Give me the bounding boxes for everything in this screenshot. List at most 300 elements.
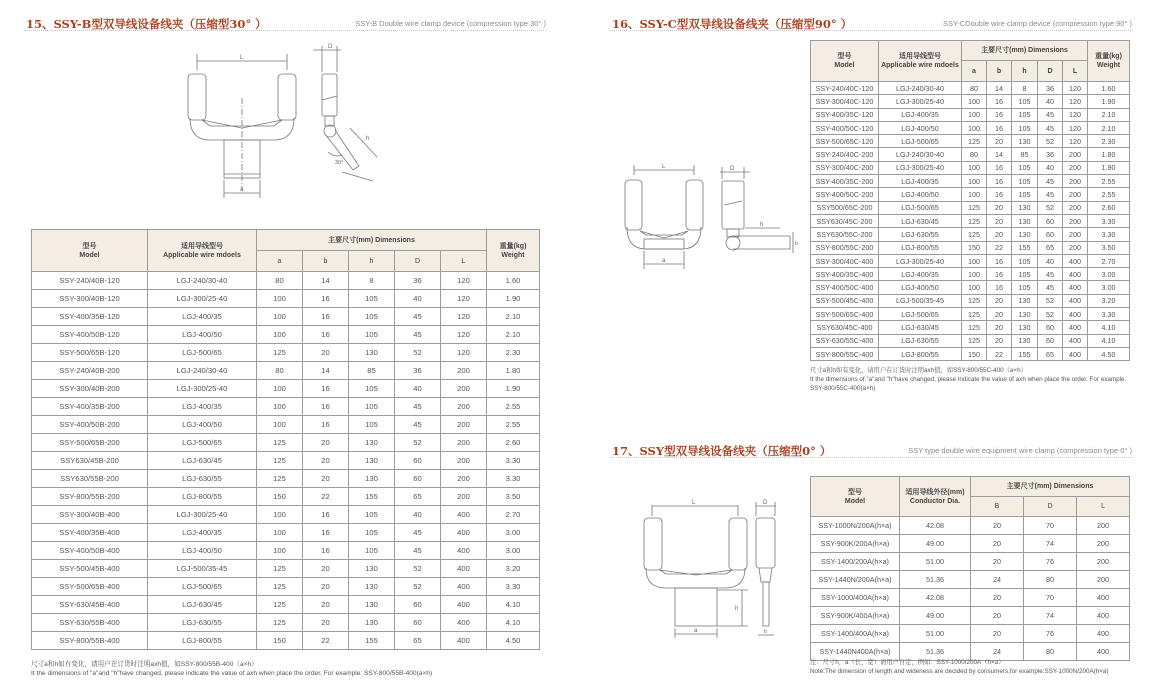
h-cell: 105	[1012, 108, 1038, 121]
a-cell: 100	[962, 121, 987, 134]
col-header-d: D	[1038, 61, 1063, 82]
conductor-dia-cell: 49.00	[900, 607, 971, 625]
h-cell: 130	[1012, 334, 1038, 347]
a-cell: 100	[257, 524, 303, 542]
d-cell: 60	[1038, 228, 1063, 241]
l-cell: 400	[441, 578, 487, 596]
model-cell: SSY-900K/200A(h×a)	[811, 535, 900, 553]
l-cell: 400	[441, 596, 487, 614]
section-15-note-cn: 尺寸a和h如有变化，请用户在订货时注明axh值，如SSY-800/55B-400（a×h）	[31, 661, 258, 668]
dim-label-d: D	[730, 166, 735, 172]
d-cell: 74	[1024, 535, 1077, 553]
a-cell: 100	[257, 290, 303, 308]
b-cell: 16	[303, 524, 349, 542]
b-cell: 22	[303, 488, 349, 506]
a-cell: 100	[257, 380, 303, 398]
wire-model-cell: LGJ-800/55	[148, 632, 257, 650]
b-cell: 20	[971, 553, 1024, 571]
l-cell: 200	[441, 434, 487, 452]
b-cell: 16	[987, 175, 1012, 188]
col-header-d: D	[1024, 497, 1077, 517]
l-cell: 200	[441, 488, 487, 506]
d-cell: 52	[1038, 135, 1063, 148]
b-cell: 20	[987, 201, 1012, 214]
d-cell: 36	[1038, 82, 1063, 95]
b-cell: 16	[987, 161, 1012, 174]
clamp-90deg-drawing	[610, 155, 800, 275]
col-header-model: 型号 Model	[811, 41, 879, 82]
l-cell: 120	[441, 326, 487, 344]
weight-cell: 3.00	[1088, 268, 1130, 281]
b-cell: 22	[303, 632, 349, 650]
l-cell: 400	[1063, 268, 1088, 281]
model-cell: SSY-400/35B-200	[32, 398, 148, 416]
wire-model-cell: LGJ-500/65	[148, 434, 257, 452]
clamp-0deg-drawing	[630, 490, 800, 640]
wire-model-cell: LGJ-400/50	[879, 188, 962, 201]
weight-cell: 4.50	[1088, 347, 1130, 360]
b-cell: 20	[971, 535, 1024, 553]
weight-cell: 1.90	[1088, 95, 1130, 108]
table-row	[811, 82, 1130, 95]
a-cell: 125	[257, 470, 303, 488]
b-cell: 24	[971, 643, 1024, 661]
d-cell: 76	[1024, 625, 1077, 643]
b-cell: 20	[303, 452, 349, 470]
section-16-note-cn: 尺寸a和h如有变化，请用户在订货时注明axh值，如SSY-800/55C-400（a×h）	[810, 367, 1027, 374]
table-row	[811, 108, 1130, 121]
model-cell: SSY-500/45C-400	[811, 294, 879, 307]
h-cell: 105	[1012, 268, 1038, 281]
b-cell: 20	[303, 596, 349, 614]
model-cell: SSY-1400/400A(h×a)	[811, 625, 900, 643]
l-cell: 400	[1063, 347, 1088, 360]
table-row	[811, 188, 1130, 201]
table-row	[811, 347, 1130, 360]
h-cell: 130	[1012, 135, 1038, 148]
a-cell: 100	[257, 308, 303, 326]
section-16-note	[810, 366, 1130, 393]
model-cell: SSY-900K/400A(h×a)	[811, 607, 900, 625]
section-17-diagram	[630, 490, 800, 640]
section-15-divider	[24, 30, 546, 31]
l-cell: 400	[1077, 625, 1130, 643]
h-cell: 130	[1012, 321, 1038, 334]
conductor-dia-cell: 51.00	[900, 625, 971, 643]
a-cell: 100	[257, 398, 303, 416]
h-cell: 105	[349, 416, 395, 434]
b-cell: 16	[303, 290, 349, 308]
section-17-table	[810, 476, 1130, 661]
l-cell: 400	[1063, 308, 1088, 321]
b-cell: 20	[971, 589, 1024, 607]
table-row	[32, 596, 540, 614]
wire-model-cell: LGJ-630/45	[148, 452, 257, 470]
l-cell: 120	[1063, 108, 1088, 121]
weight-cell: 2.10	[1088, 121, 1130, 134]
l-cell: 120	[441, 290, 487, 308]
conductor-dia-cell: 42.08	[900, 589, 971, 607]
d-cell: 60	[1038, 321, 1063, 334]
model-cell: SSY-400/35C-120	[811, 108, 879, 121]
h-cell: 8	[1012, 82, 1038, 95]
h-cell: 105	[349, 308, 395, 326]
d-cell: 60	[1038, 334, 1063, 347]
wire-model-cell: LGJ-630/45	[879, 214, 962, 227]
h-cell: 130	[349, 560, 395, 578]
table-row	[811, 228, 1130, 241]
l-cell: 200	[1063, 188, 1088, 201]
l-cell: 200	[441, 362, 487, 380]
weight-cell: 2.30	[487, 344, 540, 362]
table-row	[811, 308, 1130, 321]
model-cell: SSY-500/65C-400	[811, 308, 879, 321]
b-cell: 20	[303, 434, 349, 452]
d-cell: 45	[1038, 188, 1063, 201]
h-cell: 155	[349, 488, 395, 506]
l-cell: 200	[1063, 148, 1088, 161]
l-cell: 200	[1077, 571, 1130, 589]
a-cell: 100	[962, 95, 987, 108]
weight-cell: 1.90	[487, 380, 540, 398]
weight-cell: 3.30	[487, 470, 540, 488]
table-row	[32, 272, 540, 290]
dim-label-l: L	[662, 164, 666, 170]
wire-model-cell: LGJ-800/55	[879, 241, 962, 254]
section-15-note-en: It the dimensions of "a"and "h"have changed, please indicate the value of axh when place the order. For example: SSY-800/55B-400(a×h)	[31, 670, 433, 677]
dim-label-b: b	[795, 241, 798, 247]
wire-model-cell: LGJ-400/35	[879, 108, 962, 121]
weight-cell: 1.80	[487, 362, 540, 380]
h-cell: 85	[1012, 148, 1038, 161]
col-header-b: b	[303, 251, 349, 272]
d-cell: 52	[1038, 294, 1063, 307]
d-cell: 70	[1024, 517, 1077, 535]
model-cell: SSY-800/55B-200	[32, 488, 148, 506]
l-cell: 200	[441, 398, 487, 416]
a-cell: 80	[257, 272, 303, 290]
dim-label-h: h	[760, 222, 764, 228]
model-cell: SSY-300/40B-120	[32, 290, 148, 308]
conductor-dia-cell: 51.00	[900, 553, 971, 571]
a-cell: 150	[962, 347, 987, 360]
section-16-table	[810, 40, 1130, 361]
b-cell: 16	[303, 506, 349, 524]
section-17-note	[810, 658, 1150, 676]
l-cell: 200	[1063, 241, 1088, 254]
wire-model-cell: LGJ-240/30-40	[148, 272, 257, 290]
b-cell: 16	[303, 308, 349, 326]
table-row	[32, 326, 540, 344]
l-cell: 400	[441, 524, 487, 542]
b-cell: 16	[987, 281, 1012, 294]
conductor-dia-cell: 49.00	[900, 535, 971, 553]
l-cell: 400	[1063, 281, 1088, 294]
h-cell: 105	[1012, 281, 1038, 294]
table-row	[32, 398, 540, 416]
b-cell: 16	[303, 398, 349, 416]
a-cell: 125	[257, 434, 303, 452]
d-cell: 65	[395, 632, 441, 650]
a-cell: 100	[962, 188, 987, 201]
d-cell: 36	[1038, 148, 1063, 161]
weight-cell: 2.10	[487, 308, 540, 326]
d-cell: 45	[1038, 268, 1063, 281]
d-cell: 52	[1038, 201, 1063, 214]
wire-model-cell: LGJ-400/35	[879, 175, 962, 188]
a-cell: 125	[962, 294, 987, 307]
l-cell: 120	[441, 272, 487, 290]
section-17-divider	[610, 457, 1133, 458]
d-cell: 40	[1038, 161, 1063, 174]
wire-model-cell: LGJ-300/25-40	[879, 254, 962, 267]
wire-model-cell: LGJ-800/55	[879, 347, 962, 360]
model-cell: SSY-400/35B-120	[32, 308, 148, 326]
table-row	[811, 148, 1130, 161]
b-cell: 22	[987, 347, 1012, 360]
wire-model-cell: LGJ-630/45	[879, 321, 962, 334]
h-cell: 155	[1012, 241, 1038, 254]
b-cell: 20	[971, 625, 1024, 643]
dim-label-h: h	[735, 606, 739, 612]
d-cell: 45	[1038, 121, 1063, 134]
a-cell: 100	[257, 542, 303, 560]
table-row	[811, 517, 1130, 535]
wire-model-cell: LGJ-300/25-40	[148, 506, 257, 524]
section-16-title: 16、SSY-C型双导线设备线夹（压缩型90° ）	[612, 17, 853, 31]
model-cell: SSY-1440N/200A(h×a)	[811, 571, 900, 589]
b-cell: 22	[987, 241, 1012, 254]
dim-label-a: a	[694, 628, 698, 634]
weight-cell: 2.10	[1088, 108, 1130, 121]
table-row	[811, 161, 1130, 174]
weight-cell: 2.55	[487, 416, 540, 434]
table-row	[32, 452, 540, 470]
b-cell: 16	[987, 254, 1012, 267]
weight-cell: 4.10	[487, 596, 540, 614]
l-cell: 400	[1063, 321, 1088, 334]
section-15-note	[31, 660, 571, 678]
col-header-model: 型号 Model	[32, 230, 148, 272]
a-cell: 125	[962, 214, 987, 227]
model-cell: SSY-400/50C-400	[811, 281, 879, 294]
wire-model-cell: LGJ-500/65	[879, 308, 962, 321]
dim-label-d: D	[328, 44, 333, 50]
table-row	[811, 268, 1130, 281]
l-cell: 400	[441, 506, 487, 524]
wire-model-cell: LGJ-400/35	[148, 308, 257, 326]
col-header-a: a	[257, 251, 303, 272]
weight-cell: 2.10	[487, 326, 540, 344]
model-cell: SSY-800/55B-400	[32, 632, 148, 650]
table-row	[32, 434, 540, 452]
b-cell: 20	[303, 344, 349, 362]
d-cell: 52	[395, 560, 441, 578]
model-cell: SSY-500/45B-400	[32, 560, 148, 578]
a-cell: 150	[257, 488, 303, 506]
h-cell: 130	[349, 470, 395, 488]
b-cell: 14	[303, 362, 349, 380]
conductor-dia-cell: 51.36	[900, 643, 971, 661]
model-cell: SSY-300/40C-120	[811, 95, 879, 108]
weight-cell: 3.50	[1088, 241, 1130, 254]
wire-model-cell: LGJ-500/65	[148, 578, 257, 596]
conductor-dia-cell: 51.36	[900, 571, 971, 589]
weight-cell: 2.60	[487, 434, 540, 452]
weight-cell: 3.20	[1088, 294, 1130, 307]
b-cell: 16	[303, 380, 349, 398]
model-cell: SSY-400/35C-200	[811, 175, 879, 188]
d-cell: 45	[395, 308, 441, 326]
a-cell: 80	[962, 82, 987, 95]
l-cell: 400	[441, 614, 487, 632]
model-cell: SSY-400/50C-200	[811, 188, 879, 201]
d-cell: 40	[1038, 254, 1063, 267]
d-cell: 60	[395, 470, 441, 488]
dim-label-a: a	[662, 258, 666, 264]
l-cell: 120	[441, 308, 487, 326]
a-cell: 80	[257, 362, 303, 380]
weight-cell: 3.00	[487, 524, 540, 542]
col-header-h: h	[1012, 61, 1038, 82]
a-cell: 100	[962, 281, 987, 294]
table-row	[32, 524, 540, 542]
section-15-diagram	[170, 40, 400, 200]
l-cell: 200	[1063, 214, 1088, 227]
wire-model-cell: LGJ-300/25-40	[879, 95, 962, 108]
model-cell: SSY-300/40B-400	[32, 506, 148, 524]
col-header-model: 型号 Model	[811, 477, 900, 517]
model-cell: SSY630/55C-200	[811, 228, 879, 241]
weight-cell: 2.30	[1088, 135, 1130, 148]
l-cell: 200	[1063, 201, 1088, 214]
d-cell: 45	[395, 416, 441, 434]
h-cell: 130	[1012, 214, 1038, 227]
d-cell: 52	[395, 434, 441, 452]
wire-model-cell: LGJ-400/50	[148, 542, 257, 560]
table-row	[811, 201, 1130, 214]
b-cell: 16	[987, 188, 1012, 201]
clamp-30deg-drawing	[170, 40, 400, 200]
h-cell: 130	[349, 434, 395, 452]
model-cell: SSY-300/40C-400	[811, 254, 879, 267]
l-cell: 200	[1077, 553, 1130, 571]
l-cell: 200	[1077, 535, 1130, 553]
table-row	[811, 607, 1130, 625]
table-row	[32, 290, 540, 308]
b-cell: 20	[303, 578, 349, 596]
wire-model-cell: LGJ-400/50	[879, 281, 962, 294]
table-row	[811, 589, 1130, 607]
model-cell: SSY-800/55C-200	[811, 241, 879, 254]
model-cell: SSY-1440N400A(h×a)	[811, 643, 900, 661]
wire-model-cell: LGJ-400/50	[148, 326, 257, 344]
h-cell: 130	[349, 578, 395, 596]
table-row	[811, 553, 1130, 571]
conductor-dia-cell: 42.08	[900, 517, 971, 535]
model-cell: SSY-400/50C-120	[811, 121, 879, 134]
a-cell: 100	[257, 416, 303, 434]
a-cell: 125	[962, 321, 987, 334]
model-cell: SSY630/45C-400	[811, 321, 879, 334]
a-cell: 125	[257, 614, 303, 632]
col-header-l: L	[441, 251, 487, 272]
section-15-subtitle: SSY-B Double wire clamp device (compression type 30° )	[355, 19, 546, 28]
model-cell: SSY-800/55C-400	[811, 347, 879, 360]
col-header-d: D	[395, 251, 441, 272]
model-cell: SSY-240/40C-200	[811, 148, 879, 161]
table-row	[811, 571, 1130, 589]
b-cell: 16	[987, 108, 1012, 121]
wire-model-cell: LGJ-800/55	[148, 488, 257, 506]
wire-model-cell: LGJ-400/35	[879, 268, 962, 281]
a-cell: 100	[962, 254, 987, 267]
section-16-note-en: It the dimensions of "a"and "h"have changed, please indicate the value of axh when place the order. For example: SSY-800/55C-400(a×h)	[810, 376, 1127, 392]
h-cell: 130	[1012, 228, 1038, 241]
d-cell: 45	[395, 524, 441, 542]
a-cell: 125	[962, 135, 987, 148]
h-cell: 105	[1012, 188, 1038, 201]
b-cell: 20	[971, 607, 1024, 625]
model-cell: SSY-400/35C-400	[811, 268, 879, 281]
h-cell: 105	[349, 380, 395, 398]
weight-cell: 2.55	[1088, 188, 1130, 201]
l-cell: 120	[1063, 121, 1088, 134]
model-cell: SSY630/45C-200	[811, 214, 879, 227]
d-cell: 65	[395, 488, 441, 506]
l-cell: 400	[1077, 607, 1130, 625]
table-row	[32, 632, 540, 650]
a-cell: 125	[962, 201, 987, 214]
a-cell: 125	[257, 578, 303, 596]
d-cell: 70	[1024, 589, 1077, 607]
wire-model-cell: LGJ-500/65	[879, 201, 962, 214]
d-cell: 74	[1024, 607, 1077, 625]
model-cell: SSY630/45B-200	[32, 452, 148, 470]
weight-cell: 2.55	[487, 398, 540, 416]
l-cell: 120	[1063, 135, 1088, 148]
wire-model-cell: LGJ-630/55	[879, 334, 962, 347]
l-cell: 200	[441, 452, 487, 470]
section-16-subtitle: SSY-CDouble wire clamp device (compression type 90° )	[942, 19, 1132, 28]
h-cell: 130	[1012, 294, 1038, 307]
weight-cell: 3.30	[487, 452, 540, 470]
d-cell: 52	[395, 344, 441, 362]
table-row	[32, 416, 540, 434]
table-row	[32, 344, 540, 362]
a-cell: 125	[962, 228, 987, 241]
b-cell: 24	[971, 571, 1024, 589]
h-cell: 105	[1012, 175, 1038, 188]
d-cell: 45	[1038, 108, 1063, 121]
col-header-weight: 重量(kg) Weight	[1088, 41, 1130, 82]
table-row	[811, 95, 1130, 108]
model-cell: SSY630/55B-200	[32, 470, 148, 488]
l-cell: 200	[441, 380, 487, 398]
b-cell: 16	[987, 95, 1012, 108]
h-cell: 105	[1012, 161, 1038, 174]
d-cell: 60	[395, 596, 441, 614]
b-cell: 20	[987, 294, 1012, 307]
weight-cell: 3.30	[1088, 308, 1130, 321]
weight-cell: 3.00	[487, 542, 540, 560]
weight-cell: 1.90	[1088, 161, 1130, 174]
dim-label-h: h	[366, 136, 370, 142]
section-17-title: 17、SSY型双导线设备线夹（压缩型0° ）	[612, 444, 832, 458]
model-cell: SSY-400/35B-400	[32, 524, 148, 542]
model-cell: SSY-630/45B-400	[32, 596, 148, 614]
wire-model-cell: LGJ-500/65	[148, 344, 257, 362]
